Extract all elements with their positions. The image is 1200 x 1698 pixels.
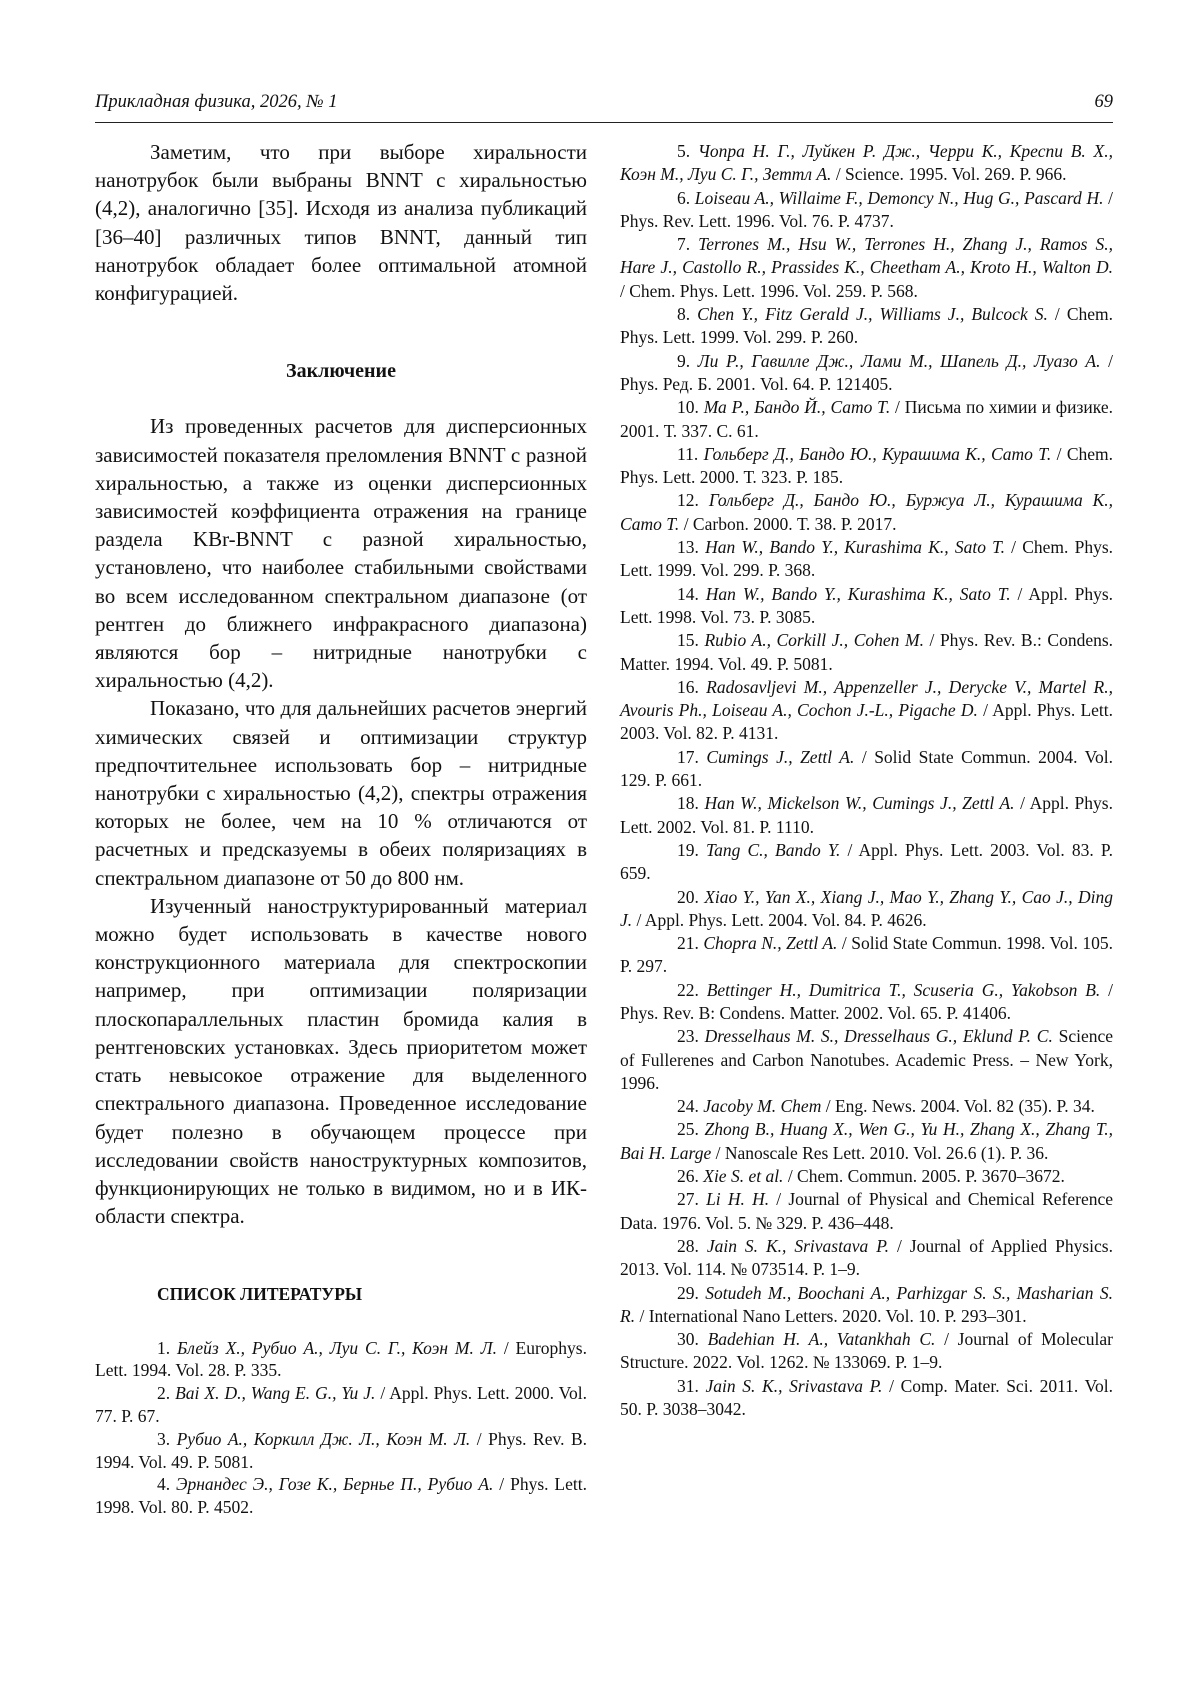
reference-number: 11. xyxy=(677,443,699,464)
reference-item xyxy=(620,396,1113,443)
reference-authors: Dresselhaus M. S., Dresselhaus G., Eklund P. C. xyxy=(704,1026,1053,1047)
reference-source: / Chem. Commun. 2005. P. 3670–3672. xyxy=(783,1166,1065,1187)
reference-item xyxy=(620,443,1113,490)
journal-title: Прикладная физика, 2026, № 1 xyxy=(95,92,338,112)
reference-number: 17. xyxy=(677,746,699,767)
reference-source: / Phys. Lett. 1998. Vol. 80. P. 4502. xyxy=(95,1474,587,1518)
conclusion-paragraph: Изученный наноструктурированный материал можно будет использовать в качестве нового конструкционного материала для спектроскопии например, при оптимизации поляризации плоскопараллельных пластин бромида калия в рентгеновских установках. Здесь приоритетом может стать невысокое отражение для выделенного спектрального диапазона. Проведенное исследование будет полезно в обучающем процессе при исследовании свойств наноструктурных композитов, функционирующих не только в видимом, но и в ИК-области спектра. xyxy=(95,893,587,1229)
reference-item xyxy=(620,1188,1113,1235)
reference-number: 23. xyxy=(677,1026,699,1047)
reference-authors: Terrones M., Hsu W., Terrones H., Zhang J., Ramos S., Hare J., Castollo R., Prassides K., Cheetham A., Kroto H., Walton D. xyxy=(620,234,1113,278)
reference-authors: Эрнандес Э., Гозе К., Бернье П., Рубио А. xyxy=(176,1474,494,1495)
reference-authors: Jacoby M. Chem xyxy=(703,1096,822,1117)
reference-item xyxy=(620,1025,1113,1095)
reference-number: 27. xyxy=(677,1189,699,1210)
reference-authors: Bai X. D., Wang E. G., Yu J. xyxy=(175,1383,376,1404)
reference-item xyxy=(620,140,1113,187)
reference-source: / Appl. Phys. Lett. 2003. Vol. 83. P. 659. xyxy=(620,839,1113,884)
reference-source: / Appl. Phys. Lett. 2002. Vol. 81. P. 1110. xyxy=(620,793,1113,837)
reference-item xyxy=(620,536,1113,583)
reference-item xyxy=(620,839,1113,886)
left-column xyxy=(95,138,587,1519)
reference-authors: Xie S. et al. xyxy=(703,1166,784,1187)
reference-authors: Xiao Y., Yan X., Xiang J., Mao Y., Zhang Y., Cao J., Ding J. xyxy=(620,886,1113,930)
reference-source: / Phys. Rev. Lett. 1996. Vol. 76. P. 4737. xyxy=(620,187,1113,231)
reference-authors: Tang C., Bando Y. xyxy=(706,839,841,860)
reference-item xyxy=(620,1118,1113,1165)
reference-number: 22. xyxy=(677,979,699,1000)
reference-item xyxy=(620,1095,1113,1118)
reference-item xyxy=(95,1473,587,1519)
right-column xyxy=(620,140,1113,1421)
reference-authors: Zhong B., Huang X., Wen G., Yu H., Zhang X., Zhang T., Bai H. Large xyxy=(620,1119,1113,1163)
reference-item xyxy=(620,979,1113,1026)
reference-item xyxy=(620,303,1113,350)
reference-authors: Han W., Bando Y., Kurashima K., Sato T. xyxy=(705,537,1005,558)
reference-source: / Appl. Phys. Lett. 2000. Vol. 77. P. 67. xyxy=(95,1383,587,1426)
reference-item xyxy=(620,886,1113,933)
page-header xyxy=(95,92,1113,123)
reference-source: / Europhys. Lett. 1994. Vol. 28. P. 335. xyxy=(95,1337,587,1381)
reference-source: / Journal of Molecular Structure. 2022. Vol. 1262. № 133069. P. 1–9. xyxy=(620,1329,1114,1373)
reference-item xyxy=(620,1375,1113,1422)
reference-item xyxy=(620,629,1113,676)
reference-authors: Chopra N., Zettl A. xyxy=(703,933,838,954)
conclusion-paragraph: Показано, что для дальнейших расчетов энергий химических связей и оптимизации структур предпочтительнее использовать бор – нитридные нанотрубки с хиральностью (4,2), спектры отражения которых не более, чем на 10 % отличаются от расчетных и предсказуемы в обеих поляризациях в спектральном диапазоне от 50 до 800 нм. xyxy=(95,696,587,890)
reference-number: 3. xyxy=(157,1428,171,1449)
reference-number: 21. xyxy=(677,933,699,954)
reference-number: 30. xyxy=(677,1329,699,1350)
page-number: 69 xyxy=(1094,92,1113,112)
reference-authors: Рубио А., Коркилл Дж. Л., Коэн М. Л. xyxy=(176,1428,471,1449)
reference-number: 5. xyxy=(677,141,691,161)
reference-number: 16. xyxy=(677,676,699,697)
reference-number: 18. xyxy=(677,793,699,814)
reference-source: / Chem. Phys. Lett. 1999. Vol. 299. P. 368. xyxy=(620,537,1114,581)
reference-source: / Science. 1995. Vol. 269. P. 966. xyxy=(831,164,1067,185)
reference-authors: Bettinger H., Dumitrica T., Scuseria G., Yakobson B. xyxy=(706,979,1101,1000)
reference-item xyxy=(620,932,1113,979)
reference-item xyxy=(95,1428,587,1474)
reference-authors: Rubio A., Corkill J., Cohen M. xyxy=(704,630,924,651)
reference-item xyxy=(620,792,1113,839)
reference-authors: Чопра Н. Г., Луйкен Р. Дж., Черри К., Креспи В. Х., Коэн М., Луи С. Г., Зеттл А. xyxy=(620,141,1113,185)
reference-source: / Solid State Commun. 1998. Vol. 105. P. 297. xyxy=(620,933,1113,977)
reference-number: 14. xyxy=(677,583,699,604)
reference-item xyxy=(620,676,1113,746)
reference-source: / Chem. Phys. Lett. 1996. Vol. 259. P. 568. xyxy=(620,280,918,301)
reference-number: 25. xyxy=(677,1119,699,1140)
reference-number: 31. xyxy=(677,1375,699,1396)
reference-item xyxy=(620,1165,1113,1188)
conclusion-paragraph: Из проведенных расчетов для дисперсионных зависимостей показателя преломления BNNT с разной хиральностью, а также из оценки дисперсионных зависимостей коэффициента отражения на границе раздела KBr-BNNT с разной хиральностью, установлено, что наиболее стабильными свойствами во всем исследованном спектральном диапазоне (от рентген до ближнего инфракрасного диапазона) являются бор – нитридные нанотрубки с хиральностью (4,2). xyxy=(95,414,587,693)
reference-source: / Phys. Ред. Б. 2001. Vol. 64. P. 121405. xyxy=(620,350,1113,394)
reference-item xyxy=(620,1235,1113,1282)
reference-source: / Письма по химии и физике. 2001. Т. 337. С. 61. xyxy=(620,397,1113,441)
reference-item xyxy=(620,350,1113,397)
reference-authors: Badehian H. A., Vatankhah C. xyxy=(707,1329,936,1350)
reference-source: / Appl. Phys. Lett. 1998. Vol. 73. P. 3085. xyxy=(620,583,1114,627)
reference-source: Science of Fullerenes and Carbon Nanotubes. Academic Press. – New York, 1996. xyxy=(620,1026,1113,1093)
reference-number: 4. xyxy=(157,1474,171,1495)
reference-source: / Solid State Commun. 2004. Vol. 129. P. 661. xyxy=(620,746,1113,791)
reference-item xyxy=(620,489,1113,536)
reference-number: 13. xyxy=(677,537,699,558)
reference-item xyxy=(620,1328,1113,1375)
conclusion-heading: Заключение xyxy=(286,360,396,383)
reference-authors: Loiseau A., Willaime F., Demoncy N., Hug G., Pascard H. xyxy=(694,187,1104,208)
reference-authors: Cumings J., Zettl A. xyxy=(706,746,855,767)
reference-authors: Ма Р., Бандо Й., Сато Т. xyxy=(703,397,891,418)
reference-item xyxy=(620,746,1113,793)
reference-source: / Appl. Phys. Lett. 2003. Vol. 82. P. 4131. xyxy=(620,700,1114,744)
reference-source: / Chem. Phys. Lett. 2000. Т. 323. Р. 185. xyxy=(620,443,1114,488)
reference-item xyxy=(620,233,1113,303)
reference-number: 10. xyxy=(677,397,699,418)
reference-number: 8. xyxy=(677,304,691,325)
reference-source: / Journal of Physical and Chemical Reference Data. 1976. Vol. 5. № 329. P. 436–448. xyxy=(620,1189,1113,1233)
reference-authors: Li H. H. xyxy=(706,1189,770,1210)
reference-source: / International Nano Letters. 2020. Vol. 10. P. 293–301. xyxy=(635,1305,1027,1326)
reference-number: 19. xyxy=(677,839,699,860)
reference-number: 9. xyxy=(677,350,691,371)
reference-item xyxy=(620,187,1113,234)
reference-number: 15. xyxy=(677,630,699,651)
reference-number: 1. xyxy=(157,1337,171,1358)
reference-authors: Гольберг Д., Бандо Ю., Буржуа Л., Курашима К., Сато Т. xyxy=(620,490,1114,534)
reference-authors: Ли Р., Гавилле Дж., Лами М., Шапель Д., Луазо А. xyxy=(697,350,1101,371)
reference-authors: Jain S. K., Srivastava P. xyxy=(705,1375,883,1396)
reference-source: / Appl. Phys. Lett. 2004. Vol. 84. P. 4626. xyxy=(632,909,927,930)
reference-authors: Chen Y., Fitz Gerald J., Williams J., Bulcock S. xyxy=(697,304,1048,325)
reference-number: 20. xyxy=(677,886,699,907)
reference-source: / Nanoscale Res Lett. 2010. Vol. 26.6 (1). P. 36. xyxy=(711,1142,1049,1163)
reference-source: / Journal of Applied Physics. 2013. Vol. 114. № 073514. P. 1–9. xyxy=(620,1235,1113,1280)
reference-source: / Phys. Rev. B. 1994. Vol. 49. P. 5081. xyxy=(95,1428,587,1472)
reference-authors: Блейз Х., Рубио А., Луи С. Г., Коэн М. Л. xyxy=(176,1337,497,1358)
reference-number: 26. xyxy=(677,1166,699,1187)
reference-number: 12. xyxy=(677,490,699,511)
reference-source: / Eng. News. 2004. Vol. 82 (35). P. 34. xyxy=(821,1096,1095,1117)
reference-item xyxy=(620,1282,1113,1329)
reference-authors: Han W., Mickelson W., Cumings J., Zettl A. xyxy=(704,793,1015,814)
reference-source: / Phys. Rev. B.: Condens. Matter. 1994. Vol. 49. P. 5081. xyxy=(620,630,1114,674)
reference-number: 24. xyxy=(677,1096,699,1117)
reference-authors: Гольберг Д., Бандо Ю., Курашима К., Сато Т. xyxy=(703,443,1052,464)
reference-number: 7. xyxy=(677,234,691,255)
reference-number: 29. xyxy=(677,1282,699,1303)
reference-list-left xyxy=(95,1337,587,1519)
reference-number: 28. xyxy=(677,1235,699,1256)
references-heading: СПИСОК ЛИТЕРАТУРЫ xyxy=(157,1284,363,1305)
reference-source: / Carbon. 2000. Т. 38. Р. 2017. xyxy=(679,513,897,534)
reference-source: / Phys. Rev. B: Condens. Matter. 2002. Vol. 65. P. 41406. xyxy=(620,979,1113,1023)
reference-authors: Han W., Bando Y., Kurashima K., Sato T. xyxy=(705,583,1011,604)
intro-paragraph: Заметим, что при выборе хиральности нанотрубок были выбраны BNNT с хиральностью (4,2), аналогично [35]. Исходя из анализа публикаций [36–40] различных типов BNNT, данный тип нанотрубок обладает более оптимальной атомной конфигурацией. xyxy=(95,140,587,306)
reference-source: / Comp. Mater. Sci. 2011. Vol. 50. P. 3038–3042. xyxy=(620,1375,1113,1420)
reference-number: 6. xyxy=(677,187,691,208)
reference-item xyxy=(95,1382,587,1428)
reference-number: 2. xyxy=(157,1383,171,1404)
reference-authors: Jain S. K., Srivastava P. xyxy=(706,1235,889,1256)
reference-authors: Radosavljevi M., Appenzeller J., Derycke V., Martel R., Avouris Ph., Loiseau A., Cochon J.-L., Pigache D. xyxy=(620,676,1114,721)
reference-item xyxy=(95,1337,587,1383)
reference-authors: Sotudeh M., Boochani A., Parhizgar S. S., Masharian S. R. xyxy=(620,1282,1113,1326)
reference-item xyxy=(620,583,1113,630)
reference-source: / Chem. Phys. Lett. 1999. Vol. 299. P. 260. xyxy=(620,304,1114,348)
